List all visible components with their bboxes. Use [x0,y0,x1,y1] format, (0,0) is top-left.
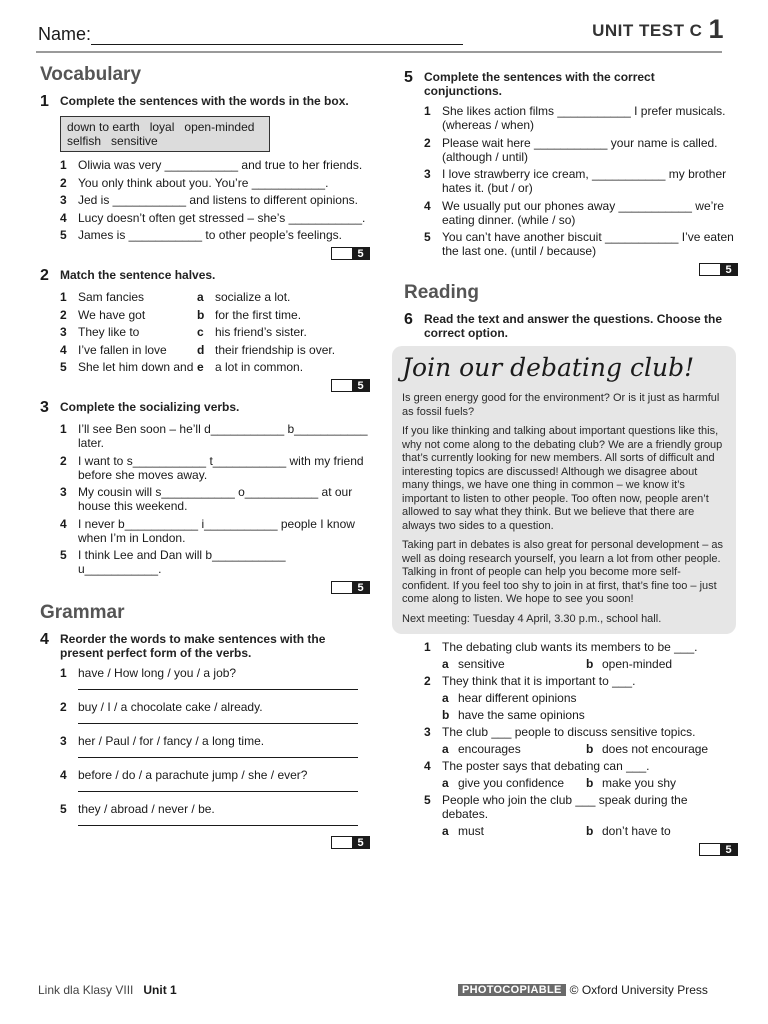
item-number: 3 [60,485,67,499]
match-letter: e [197,360,204,374]
item-text: Oliwia was very ___________ and true to her friends. [78,158,363,172]
question [424,674,736,688]
list-item[interactable] [60,454,370,482]
exercise-instruction: Complete the socializing verbs. [60,400,240,414]
match-right: a lot in common. [215,360,304,374]
item-number: 2 [60,307,67,322]
item-number: 4 [60,516,67,531]
publisher-name: © Oxford University Press [569,983,708,997]
match-row[interactable] [60,360,370,374]
option-b[interactable]: make you shy [602,776,677,790]
option-letter: b [586,657,594,671]
list-item[interactable] [60,548,370,576]
exercise-4-items [60,666,370,826]
item-number: 5 [424,230,431,244]
item-number: 1 [60,422,67,436]
item-number: 5 [60,802,67,816]
option-a[interactable]: sensitive [458,657,505,671]
list-item[interactable] [60,517,370,545]
poster-title: Join our debating club! [402,353,695,382]
list-item[interactable] [60,485,370,513]
score-max: 5 [352,380,369,391]
question-text: The poster says that debating can ___. [442,759,650,773]
item-text: Lucy doesn’t often get stressed – she’s ___________. [78,210,366,225]
exercise-number: 4 [40,631,49,648]
match-right: their friendship is over. [215,342,336,357]
option-b[interactable]: have the same opinions [458,708,585,722]
exercise-1-items [60,158,370,242]
poster-paragraph: Is green energy good for the environment? Or is it just as harmful as fossil fuels? [402,392,720,418]
exercise-1-header [40,94,370,110]
exercise-2-items [60,290,370,374]
item-number: 5 [60,548,67,562]
item-number: 3 [60,325,67,339]
score-max: 5 [352,248,369,259]
option-letter: b [442,708,450,722]
match-letter: b [197,307,205,322]
options-row [442,657,736,671]
exercise-number: 2 [40,267,49,284]
item-text: I never b___________ i___________ people I know when I’m in London. [78,516,355,545]
item-text: You can’t have another biscuit ___________ I’ve eaten the last one. (until / because) [442,230,734,258]
option-letter: b [586,776,594,790]
option-letter: a [442,824,449,838]
item-text: Please wait here ___________ your name is called. (although / until) [442,135,718,164]
item-number: 2 [424,674,431,688]
option-a[interactable]: must [458,824,485,838]
score-box[interactable] [331,581,370,594]
options-row [442,776,736,790]
list-item[interactable] [424,230,736,258]
item-number: 1 [60,158,67,172]
score-row [404,843,738,856]
header-divider [36,51,722,53]
name-label: Name: [38,24,92,44]
match-left: They like to [78,325,140,339]
footer-unit: Unit 1 [143,983,177,997]
name-field[interactable] [38,24,463,45]
list-item[interactable] [60,422,370,450]
list-item[interactable] [60,228,370,242]
exercise-3-items [60,422,370,576]
exercise-3-header [40,400,370,416]
item-number: 5 [424,793,431,807]
footer-course [38,983,177,997]
question-text: People who join the club ___ speak during the debates. [442,793,688,821]
match-row[interactable] [60,290,370,304]
exercise-instruction: Complete the sentences with the correct conjunctions. [424,70,655,98]
question [424,793,736,821]
answer-line[interactable] [78,680,358,690]
item-number: 3 [60,193,67,207]
unit-test-label: UNIT TEST C [592,21,703,40]
option-b[interactable]: don’t have to [602,824,671,838]
options-row [442,742,736,756]
exercise-instruction: Complete the sentences with the words in the box. [60,94,349,108]
item-number: 5 [60,360,67,374]
item-text: She likes action films ___________ I prefer musicals. (whereas / when) [442,104,726,132]
match-letter: c [197,325,204,339]
item-number: 3 [424,167,431,181]
word-box-line: selfish sensitive [67,134,158,148]
match-left: I’ve fallen in love [78,342,167,357]
item-text: buy / I / a chocolate cake / already. [78,700,263,714]
item-text: I think Lee and Dan will b___________ u___________. [78,548,286,576]
option-letter: a [442,742,449,756]
reorder-item [60,700,370,724]
vocabulary-title: Vocabulary [40,64,142,85]
score-box[interactable] [699,843,738,856]
exercise-5-items [424,104,736,258]
match-left: We have got [78,307,146,322]
item-number: 3 [60,734,67,748]
question-text: The debating club wants its members to be ___. [442,640,698,654]
list-item[interactable] [424,199,736,227]
item-text: before / do / a parachute jump / she / ever? [78,768,308,782]
question [424,640,736,654]
score-row [40,836,370,849]
question [424,759,736,773]
option-b[interactable]: open-minded [602,657,673,671]
exercise-number: 3 [40,399,49,416]
item-number: 1 [424,104,431,118]
score-blank[interactable] [332,380,352,391]
match-letter: a [197,290,204,304]
item-text: her / Paul / for / fancy / a long time. [78,734,265,748]
word-box-line: down to earth loyal open-minded [67,120,255,134]
score-max: 5 [720,844,737,855]
question-text: The club ___ people to discuss sensitive topics. [442,725,696,739]
reorder-item [60,768,370,792]
name-answer-line[interactable] [91,27,463,45]
option-letter: b [586,824,594,838]
match-left: She let him down and [78,360,194,374]
score-row [404,263,738,276]
item-text: You only think about you. You’re ___________. [78,175,329,190]
item-text: We usually put our phones away ___________ we’re eating dinner. (while / so) [442,198,724,227]
debating-club-poster [392,346,736,634]
score-blank[interactable] [332,837,352,848]
match-left: Sam fancies [78,290,145,304]
item-text: I love strawberry ice cream, ___________ my brother hates it. (but / or) [442,167,727,195]
item-number: 4 [424,759,431,773]
score-box[interactable] [331,379,370,392]
exercise-instruction: Reorder the words to make sentences with the present perfect form of the verbs. [60,632,326,660]
option-letter: a [442,776,449,790]
options-row [442,691,736,705]
option-b[interactable]: does not encourage [602,742,709,756]
unit-test-title [592,14,724,45]
item-text: My cousin will s___________ o___________ at our house this weekend. [78,485,353,513]
score-blank[interactable] [700,264,720,275]
item-text: I’ll see Ben soon – he’ll d___________ b___________ later. [78,422,368,450]
reorder-item [60,802,370,826]
item-number: 4 [60,342,67,357]
score-blank[interactable] [700,844,720,855]
option-letter: a [442,691,449,705]
reorder-item [60,666,370,690]
left-column [40,64,370,857]
answer-line[interactable] [78,782,358,792]
item-number: 2 [60,453,67,468]
match-row[interactable] [60,343,370,357]
exercise-instruction: Read the text and answer the questions. Choose the correct option. [424,312,723,340]
reading-title: Reading [404,282,479,303]
score-row [40,581,370,594]
exercise-number: 5 [404,69,413,86]
list-item[interactable] [60,176,370,190]
score-box[interactable] [699,263,738,276]
match-right: his friend’s sister. [215,325,307,339]
poster-paragraph: Taking part in debates is also great for personal development – as well as doing research yourself, you learn a lot from other people. Talking in front of people can help you become more self-confident. If you feel too shy to join in at first, that’s fine too – just come along to listen. We hope to see you soon! [402,539,724,605]
right-column [404,70,736,864]
reorder-item [60,734,370,758]
exercise-6-items [424,640,736,838]
exercise-6-header [404,312,736,340]
item-number: 2 [60,175,67,190]
options-row [442,708,736,722]
score-max: 5 [352,582,369,593]
unit-number: 1 [708,14,724,44]
match-letter: d [197,342,205,357]
option-a[interactable]: give you confidence [458,776,565,790]
score-row [40,379,370,392]
item-number: 4 [60,768,67,782]
match-row[interactable] [60,325,370,339]
item-text: they / abroad / never / be. [78,802,215,816]
exercise-number: 1 [40,93,49,110]
word-box [60,116,270,152]
item-text: Jed is ___________ and listens to different opinions. [78,193,358,207]
score-max: 5 [352,837,369,848]
item-number: 2 [424,135,431,150]
list-item[interactable] [60,211,370,225]
match-right: for the first time. [215,307,302,322]
item-number: 1 [60,666,67,680]
exercise-5-header [404,70,736,98]
item-number: 4 [424,198,431,213]
option-a[interactable]: hear different opinions [458,691,577,705]
option-letter: b [586,742,594,756]
answer-line[interactable] [78,714,358,724]
item-text: I want to s___________ t___________ with my friend before she moves away. [78,453,364,482]
poster-paragraph: If you like thinking and talking about important questions like this, why not come along to the debating club? We are a friendly group that’s currently looking for new members. All sorts of difficult and interesting topics are discussed! Although we disagree about many things, we have one thing in common – we know it’s important to listen to other people. Too often now, people aren’t allowed to say what they think. But we believe that there are always two sides to a question. [402,425,723,532]
question-text: They think that it is important to ___. [442,674,636,688]
answer-line[interactable] [78,816,358,826]
score-blank[interactable] [332,248,352,259]
exercise-number: 6 [404,311,413,328]
course-name: Link dla Klasy VIII [38,983,134,997]
item-number: 3 [424,725,431,739]
grammar-title: Grammar [40,602,125,623]
item-text: have / How long / you / a job? [78,666,237,680]
score-blank[interactable] [332,582,352,593]
photocopiable-badge: PHOTOCOPIABLE [458,984,566,996]
score-box[interactable] [331,836,370,849]
item-number: 2 [60,700,67,714]
exercise-instruction: Match the sentence halves. [60,268,216,282]
options-row [442,824,736,838]
list-item[interactable] [424,136,736,164]
exercise-4-header [40,632,370,660]
question [424,725,736,739]
match-right: socialize a lot. [215,290,291,304]
option-letter: a [442,657,449,671]
exercise-2-header [40,268,370,284]
list-item[interactable] [424,104,736,132]
item-number: 4 [60,210,67,225]
score-max: 5 [720,264,737,275]
list-item[interactable] [60,158,370,172]
list-item[interactable] [60,193,370,207]
item-number: 5 [60,228,67,242]
match-row[interactable] [60,308,370,322]
poster-meeting-info: Next meeting: Tuesday 4 April, 3.30 p.m., school hall. [402,612,662,625]
footer-publisher [458,983,708,997]
answer-line[interactable] [78,748,358,758]
list-item[interactable] [424,167,736,195]
item-number: 1 [60,290,67,304]
item-number: 1 [424,640,431,654]
score-row [40,247,370,260]
option-a[interactable]: encourages [458,742,521,756]
score-box[interactable] [331,247,370,260]
item-text: James is ___________ to other people’s feelings. [78,228,342,242]
